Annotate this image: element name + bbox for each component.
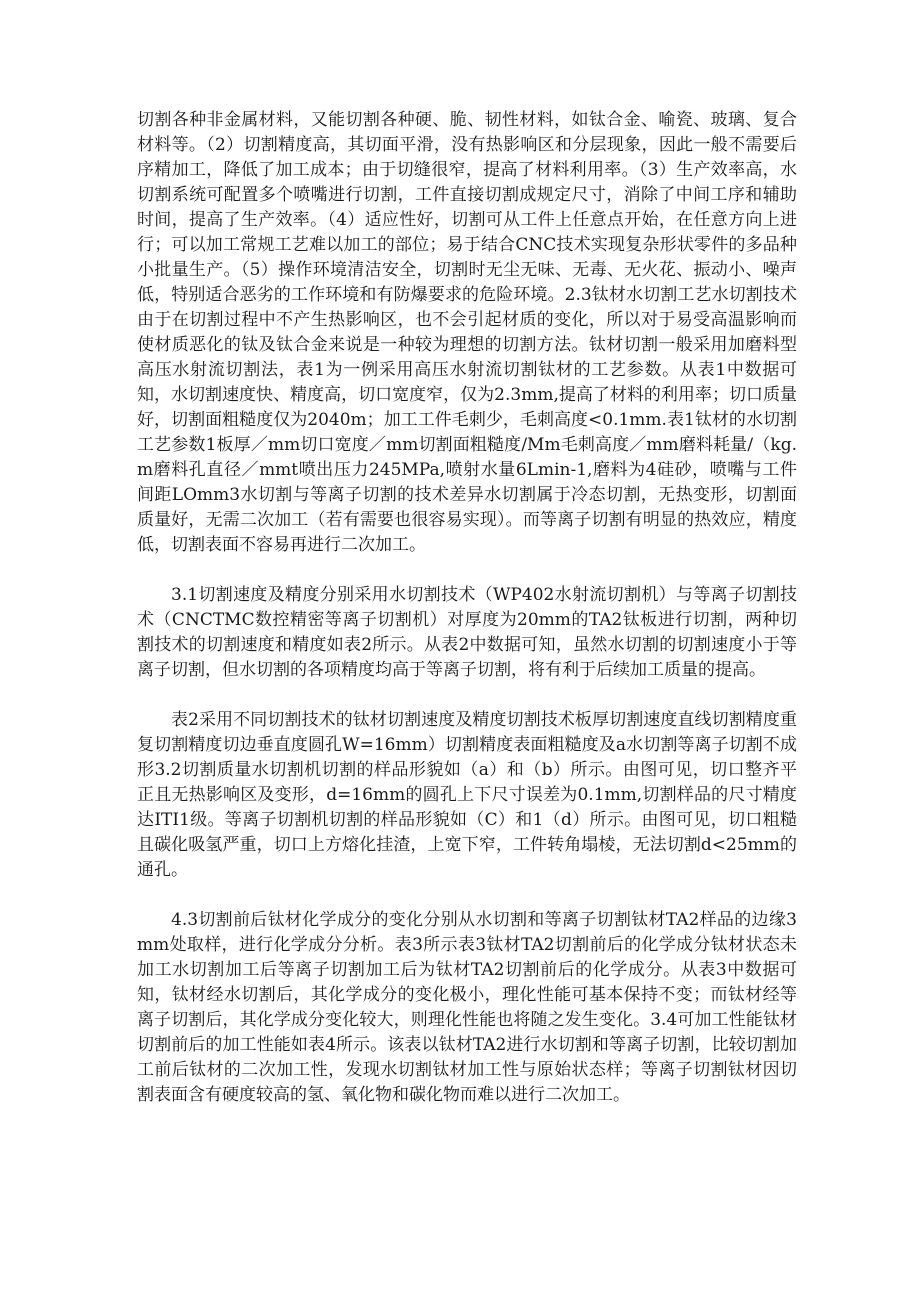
paragraph-2: 3.1切割速度及精度分别采用水切割技术（WP402水射流切割机）与等离子切割技术（CNCTMC数控精密等离子切割机）对厚度为20mm的TA2钛板进行切割，两种切割技术的切割速度和精度如表2所示。从表2中数据可知，虽然水切割的切割速度小于等离子切割，但水切割的各项精度均高于等离子切割，将有利于后续加工质量的提高。: [137, 585, 797, 680]
paragraph-1: 切割各种非金属材料，又能切割各种硬、脆、韧性材料，如钛合金、喻瓷、玻璃、复合材料等。（2）切割精度高，其切面平滑，没有热影响区和分层现象，因此一般不需要后序精加工，降低了加工成本；由于切缝很窄，提高了材料利用率。（3）生产效率高，水切割系统可配置多个喷嘴进行切割，工件直接切割成规定尺寸，消除了中间工序和辅助时间，提高了生产效率。（4）适应性好，切割可从工件上任意点开始，在任意方向上进行；可以加工常规工艺难以加工的部位；易于结合CNC技术实现复杂形状零件的多品种小批量生产。（5）操作环境清洁安全，切割时无尘无味、无毒、无火花、振动小、噪声低，特别适合恶劣的工作环境和有防爆要求的危险环境。2.3钛材水切割工艺水切割技术由于在切割过程中不产生热影响区，也不会引起材质的变化，所以对于易受高温影响而使材质恶化的钛及钛合金来说是一种较为理想的切割方法。钛材切割一般采用加磨料型高压水射流切割法，表1为一例采用高压水射流切割钛材的工艺参数。从表1中数据可知，水切割速度快、精度高，切口宽度窄，仅为2.3mm,提高了材料的利用率；切口质量好，切割面粗糙度仅为2040m；加工工件毛刺少，毛刺高度<0.1mm.表1钛材的水切割工艺参数1板厚／mm切口宽度／mm切割面粗糙度/Mm毛刺高度／mm磨料耗量/（kg.m磨料孔直径／mmt喷出压力245MPa,喷射水量6Lmin-1,磨料为4硅砂，喷嘴与工件间距LOmm3水切割与等离子切割的技术差异水切割属于冷态切割，无热变形，切割面质量好，无需二次加工（若有需要也很容易实现）。而等离子切割有明显的热效应，精度低，切割表面不容易再进行二次加工。: [137, 110, 797, 555]
paragraph-3: 表2采用不同切割技术的钛材切割速度及精度切割技术板厚切割速度直线切割精度重复切割精度切边垂直度圆孔W=16mm）切割精度表面粗糙度及a水切割等离子切割不成形3.2切割质量水切割机切割的样品形貌如（a）和（b）所示。由图可见，切口整齐平正且无热影响区及变形，d=16mm的圆孔上下尺寸误差为0.1mm,切割样品的尺寸精度达ITI1级。等离子切割机切割的样品形貌如（C）和1（d）所示。由图可见，切口粗糙且碳化吸氢严重，切口上方熔化挂渣，上宽下窄，工件转角塌棱，无法切割d<25mm的通孔。: [137, 710, 797, 880]
paragraph-4: 4.3切割前后钛材化学成分的变化分别从水切割和等离子切割钛材TA2样品的边缘3mm处取样，进行化学成分分析。表3所示表3钛材TA2切割前后的化学成分钛材状态未加工水切割加工后等离子切割加工后为钛材TA2切割前后的化学成分。从表3中数据可知，钛材经水切割后，其化学成分的变化极小，理化性能可基本保持不变；而钛材经等离子切割后，其化学成分变化较大，则理化性能也将随之发生变化。3.4可加工性能钛材切割前后的加工性能如表4所示。该表以钛材TA2进行水切割和等离子切割，比较切割加工前后钛材的二次加工性，发现水切割钛材加工性与原始状态样；等离子切割钛材因切割表面含有硬度较高的氢、氧化物和碳化物而难以进行二次加工。: [137, 910, 797, 1105]
document-body: [137, 108, 797, 1133]
